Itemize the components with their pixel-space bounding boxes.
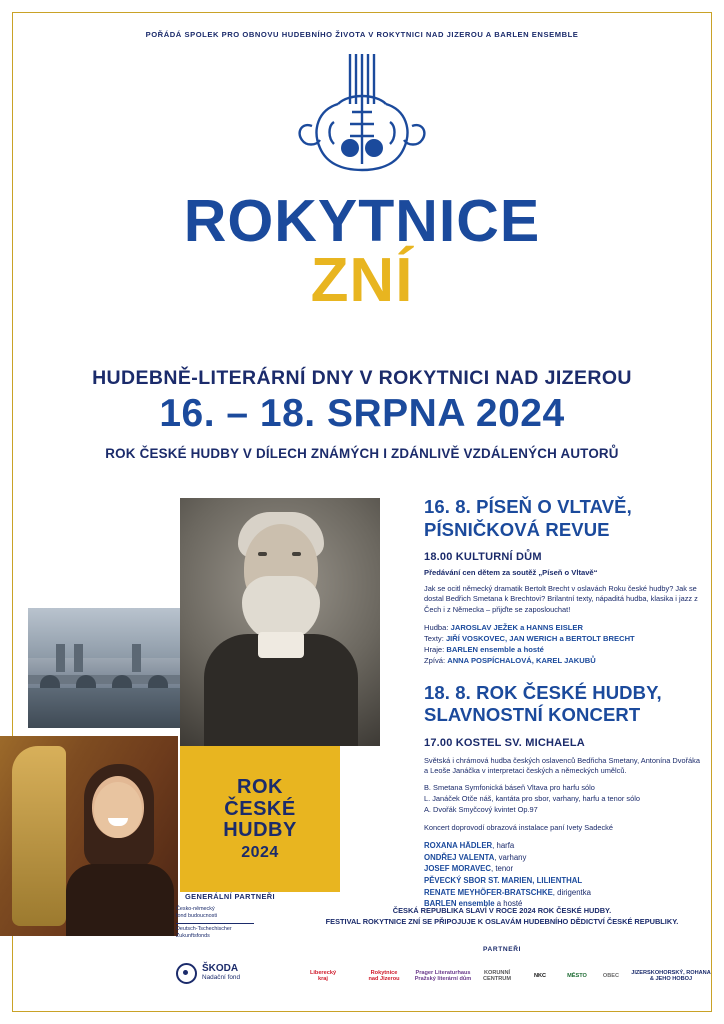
- event-2-works: [424, 783, 702, 815]
- event-2-performer-2-name: JOSEF MORAVEC: [424, 864, 492, 874]
- event-2-note: Koncert doprovodí obrazová instalace paní Ivety Sadecké: [424, 822, 613, 832]
- event-1-title-line-2: PÍSNIČKOVÁ REVUE: [424, 518, 610, 540]
- cn-fund-de-line-2: Zukunftsfonds: [176, 932, 210, 939]
- program-spacer: [424, 666, 702, 682]
- skoda-ring-icon: [176, 963, 197, 984]
- event-2-title-line-2: SLAVNOSTNÍ KONCERT: [424, 704, 641, 726]
- poster-dates: 16. – 18. SRPNA 2024: [159, 392, 565, 435]
- partner-logo-nkc: [520, 961, 560, 991]
- partner-3-line-2: CENTRUM: [483, 976, 511, 982]
- smetana-portrait-photo: [180, 498, 380, 746]
- partner-0-line-1: Liberecký: [309, 969, 337, 976]
- czech-german-fund-logo: [176, 906, 288, 940]
- partner-logo-education-center: [474, 961, 520, 991]
- program-column: [424, 496, 702, 910]
- event-2-performer-4-name: RENATE MEYHÖFER-BRATSCHKE: [424, 887, 553, 897]
- event-2-title-line-1: 18. 8. ROK ČESKÉ HUDBY,: [424, 681, 662, 703]
- event-2-performer-0-name: ROXANA HÄDLER: [424, 840, 493, 850]
- event-1-title-line-1: 16. 8. PÍSEŇ O VLTAVĚ,: [424, 496, 632, 517]
- partner-logo-rokytnice: [356, 961, 412, 991]
- event-1-credit-1-label: Texty:: [424, 633, 446, 643]
- event-2-performer-1-role: , varhany: [494, 852, 527, 862]
- partner-6-line-1: OBEC: [602, 972, 620, 979]
- badge-line-1: ROK: [237, 775, 283, 798]
- event-2-performer-0-role: , harfa: [492, 840, 515, 850]
- year-of-czech-music-badge: [180, 746, 340, 892]
- partner-logo-village: [594, 961, 628, 991]
- event-2: [424, 682, 702, 910]
- event-2-performer-1-name: ONDŘEJ VALENTA: [424, 852, 495, 862]
- event-2-work-2: A. Dvořák Smyčcový kvintet Op.97: [424, 804, 538, 814]
- event-1-credits: [424, 622, 702, 666]
- festival-note-line-1: ČESKÁ REPUBLIKA SLAVÍ V ROCE 2024 ROK ČESKÉ HUDBY.: [392, 906, 612, 915]
- event-1-subline: Předávání cen dětem za soutěž „Píseň o Vltavě“: [424, 568, 598, 578]
- partner-logos-row: [290, 958, 714, 994]
- cn-fund-divider: [176, 923, 254, 924]
- partner-7-line-2: & JEHO HOBOJ: [649, 976, 693, 982]
- partner-2-line-2: Pražský literární dům: [414, 976, 472, 982]
- badge-year: 2024: [241, 843, 279, 861]
- event-2-performer-3-name: PĚVECKÝ SBOR ST. MARIEN, LILIENTHAL: [424, 875, 583, 885]
- event-2-performer-4-role: , dirigentka: [552, 887, 591, 897]
- partner-logo-prague-literature-house: [412, 961, 474, 991]
- partner-1-line-2: nad Jizerou: [368, 976, 400, 982]
- event-2-performer-5-role: a hosté: [494, 899, 523, 909]
- partner-4-line-1: NKC: [533, 972, 547, 979]
- skoda-name: ŠKODA: [202, 963, 239, 975]
- partner-2-line-1: Prager Literaturhaus: [415, 969, 471, 976]
- partner-5-line-1: MĚSTO: [567, 972, 587, 979]
- cn-fund-cz-line-1: Česko-německý: [176, 906, 215, 912]
- partner-logo-town: [560, 961, 594, 991]
- event-1-place: 18.00 KULTURNÍ DŮM: [424, 551, 542, 564]
- event-2-work-1: L. Janáček Otče náš, kantáta pro sbor, varhany, harfu a tenor sólo: [424, 794, 640, 804]
- partners-label: PARTNEŘI: [482, 946, 521, 953]
- cn-fund-de-line-1: Deutsch-Tschechischer: [176, 925, 232, 932]
- festival-note: [296, 906, 708, 927]
- event-1-credit-0-value: JAROSLAV JEŽEK a HANNS EISLER: [450, 622, 583, 632]
- partner-3-line-1: KORUNNÍ: [483, 969, 511, 976]
- partner-logo-liberecky-kraj: [290, 961, 356, 991]
- partner-logo-jizerskohorsky: [628, 961, 714, 991]
- partner-0-line-2: kraj: [318, 976, 328, 982]
- partner-1-line-1: Rokytnice: [370, 969, 398, 976]
- event-2-work-0: B. Smetana Symfonická báseň Vltava pro harfu sólo: [424, 783, 595, 793]
- general-partners-label: GENERÁLNÍ PARTNEŘI: [184, 892, 275, 901]
- event-1-credit-3-label: Zpívá:: [424, 655, 448, 665]
- cn-fund-cz-line-2: fond budoucnosti: [176, 913, 218, 920]
- badge-line-2: ČESKÉ: [224, 797, 296, 820]
- organizer-line: POŘÁDÁ SPOLEK PRO OBNOVU HUDEBNÍHO ŽIVOTA V ROKYTNICI NAD JIZEROU A BARLEN ENSEMBLE: [145, 30, 579, 39]
- poster-subtitle: HUDEBNĚ-LITERÁRNÍ DNY V ROKYTNICI NAD JIZEROU: [92, 367, 632, 389]
- festival-note-line-2: FESTIVAL ROKYTNICE ZNÍ SE PŘIPOJUJE K OSLAVÁM HUDEBNÍHO DĚDICTVÍ ČESKÉ REPUBLIKY.: [325, 916, 679, 926]
- event-2-place: 17.00 KOSTEL SV. MICHAELA: [424, 736, 585, 749]
- event-2-performer-5-name: BARLEN ensemble: [424, 899, 495, 909]
- event-1-credit-3-value: ANNA POSPÍCHALOVÁ, KAREL JAKUBŮ: [447, 655, 596, 665]
- badge-line-3: HUDBY: [223, 819, 297, 842]
- event-1-credit-1-value: JIŘÍ VOSKOVEC, JAN WERICH a BERTOLT BRECHT: [445, 633, 635, 643]
- event-1-credit-2-value: BARLEN ensemble a hosté: [446, 644, 544, 654]
- event-2-performer-2-role: , tenor: [491, 864, 514, 874]
- event-1-credit-0-label: Hudba:: [424, 622, 451, 632]
- skoda-foundation-logo: [176, 960, 280, 986]
- partner-7-line-1: JIZERSKOHORSKÝ, ROHANA: [631, 969, 711, 976]
- event-2-description: Světská i chrámová hudba českých oslavenců Bedřicha Smetany, Antonína Dvořáka a Leoše Janáčka v interpretaci českých a německých umělců.: [424, 755, 700, 776]
- event-1-credit-2-label: Hraje:: [424, 644, 447, 654]
- skoda-sub: Nadační fond: [202, 973, 241, 981]
- event-2-performers: [424, 840, 702, 910]
- poster-title-secondary: ZNÍ: [310, 246, 414, 315]
- event-1-description: Jak se ocitl německý dramatik Bertolt Brecht v oslavách Roku české hudby? Jak se dostal Bedřich Smetana k Brechtovi? Brilantní texty, nápaditá hudba, klasika i jazz z Čech i z Německa – přijďte se zaposlouchat!: [424, 584, 698, 614]
- poster-tagline: ROK ČESKÉ HUDBY V DÍLECH ZNÁMÝCH I ZDÁNLIVĚ VZDÁLENÝCH AUTORŮ: [105, 446, 619, 461]
- harpist-singer-photo: [0, 736, 178, 936]
- violin-logo-icon: [278, 52, 446, 187]
- prague-bridges-photo: [28, 608, 180, 728]
- event-1: [424, 496, 702, 666]
- poster-title: ROKYTNICE: [183, 188, 541, 254]
